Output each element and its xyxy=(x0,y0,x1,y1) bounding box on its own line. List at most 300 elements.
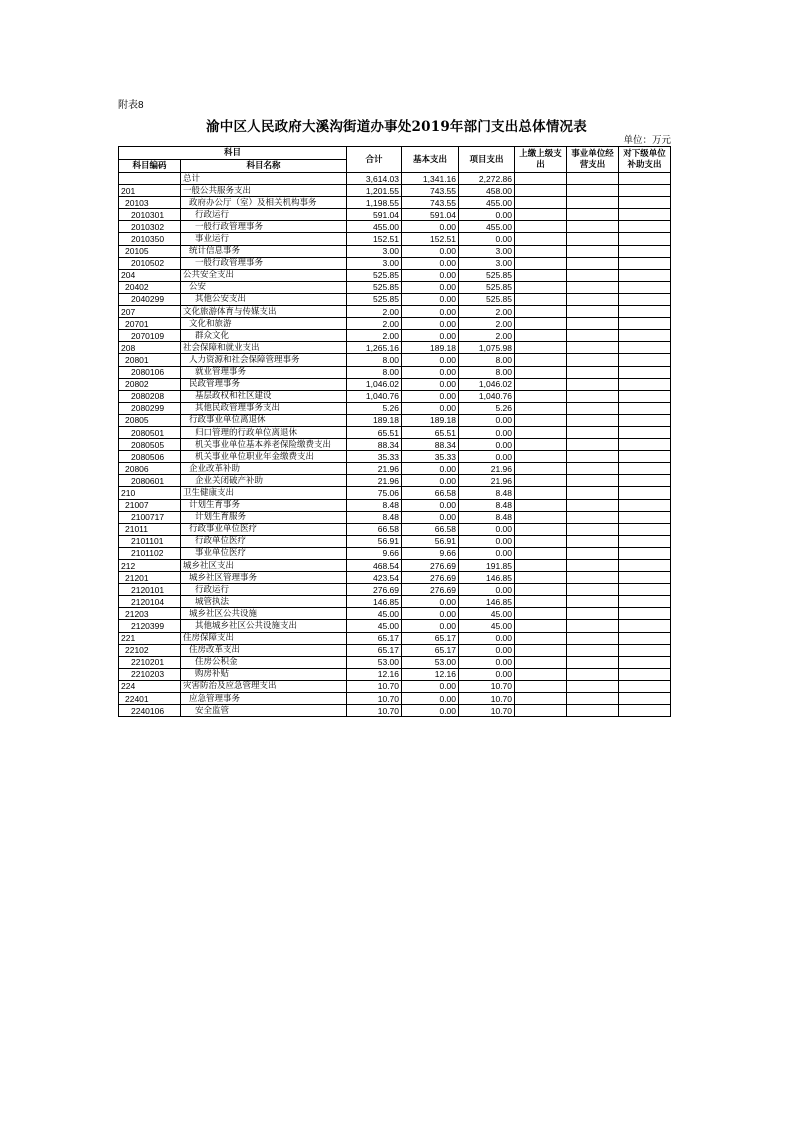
row-project: 525.85 xyxy=(459,293,515,305)
row-total: 12.16 xyxy=(347,668,402,680)
table-row xyxy=(119,197,671,209)
row-name: 总计 xyxy=(181,173,347,185)
row-code: 2080506 xyxy=(119,451,181,463)
row-basic: 189.18 xyxy=(402,342,459,354)
row-subsidy xyxy=(619,366,671,378)
table-row xyxy=(119,511,671,523)
row-code: 2010502 xyxy=(119,257,181,269)
row-code: 2240106 xyxy=(119,705,181,717)
row-upper-payment xyxy=(515,366,567,378)
table-row xyxy=(119,680,671,692)
row-name: 住房改革支出 xyxy=(181,644,347,656)
row-subsidy xyxy=(619,499,671,511)
header-total: 合计 xyxy=(347,147,402,173)
row-upper-payment xyxy=(515,644,567,656)
row-subsidy xyxy=(619,439,671,451)
row-name: 行政运行 xyxy=(181,584,347,596)
row-upper-payment xyxy=(515,233,567,245)
row-upper-payment xyxy=(515,475,567,487)
row-upper-payment xyxy=(515,705,567,717)
row-code: 2210203 xyxy=(119,668,181,680)
row-project: 0.00 xyxy=(459,233,515,245)
row-enterprise xyxy=(567,572,619,584)
row-enterprise xyxy=(567,330,619,342)
row-name: 机关事业单位基本养老保险缴费支出 xyxy=(181,439,347,451)
row-enterprise xyxy=(567,608,619,620)
row-upper-payment xyxy=(515,330,567,342)
row-basic: 35.33 xyxy=(402,451,459,463)
row-basic: 0.00 xyxy=(402,306,459,318)
row-enterprise xyxy=(567,354,619,366)
row-name: 灾害防治及应急管理支出 xyxy=(181,680,347,692)
row-name: 人力资源和社会保障管理事务 xyxy=(181,354,347,366)
row-name: 计划生育事务 xyxy=(181,499,347,511)
row-code: 2080299 xyxy=(119,402,181,414)
table-row xyxy=(119,451,671,463)
row-enterprise xyxy=(567,173,619,185)
row-code: 2210201 xyxy=(119,656,181,668)
row-upper-payment xyxy=(515,596,567,608)
row-basic: 0.00 xyxy=(402,463,459,475)
row-total: 65.17 xyxy=(347,632,402,644)
row-subsidy xyxy=(619,680,671,692)
row-basic: 0.00 xyxy=(402,281,459,293)
row-name: 行政事业单位离退休 xyxy=(181,414,347,426)
row-code: 22401 xyxy=(119,693,181,705)
table-row xyxy=(119,306,671,318)
row-upper-payment xyxy=(515,632,567,644)
row-total: 152.51 xyxy=(347,233,402,245)
table-row xyxy=(119,221,671,233)
header-row-1 xyxy=(119,147,671,160)
row-subsidy xyxy=(619,632,671,644)
row-name: 其他城乡社区公共设施支出 xyxy=(181,620,347,632)
row-project: 0.00 xyxy=(459,535,515,547)
row-code: 2120101 xyxy=(119,584,181,596)
table-row xyxy=(119,342,671,354)
row-code: 20402 xyxy=(119,281,181,293)
table-row xyxy=(119,560,671,572)
row-project: 2.00 xyxy=(459,306,515,318)
row-upper-payment xyxy=(515,487,567,499)
row-name: 应急管理事务 xyxy=(181,693,347,705)
row-basic: 152.51 xyxy=(402,233,459,245)
row-enterprise xyxy=(567,390,619,402)
table-row xyxy=(119,547,671,559)
row-project: 2,272.86 xyxy=(459,173,515,185)
table-row xyxy=(119,426,671,438)
row-basic: 0.00 xyxy=(402,620,459,632)
row-enterprise xyxy=(567,668,619,680)
table-row xyxy=(119,245,671,257)
row-name: 住房保障支出 xyxy=(181,632,347,644)
row-basic: 12.16 xyxy=(402,668,459,680)
row-upper-payment xyxy=(515,499,567,511)
table-row xyxy=(119,475,671,487)
table-row xyxy=(119,439,671,451)
row-enterprise xyxy=(567,632,619,644)
row-subsidy xyxy=(619,354,671,366)
row-name: 事业单位医疗 xyxy=(181,547,347,559)
row-enterprise xyxy=(567,693,619,705)
row-code: 2120104 xyxy=(119,596,181,608)
row-name: 卫生健康支出 xyxy=(181,487,347,499)
row-enterprise xyxy=(567,281,619,293)
table-row xyxy=(119,632,671,644)
row-code: 2010302 xyxy=(119,221,181,233)
row-enterprise xyxy=(567,535,619,547)
row-total: 189.18 xyxy=(347,414,402,426)
row-project: 2.00 xyxy=(459,330,515,342)
row-upper-payment xyxy=(515,693,567,705)
row-total: 525.85 xyxy=(347,281,402,293)
row-code: 22102 xyxy=(119,644,181,656)
row-total: 8.48 xyxy=(347,499,402,511)
row-basic: 591.04 xyxy=(402,209,459,221)
row-name: 社会保障和就业支出 xyxy=(181,342,347,354)
row-basic: 56.91 xyxy=(402,535,459,547)
row-subsidy xyxy=(619,221,671,233)
row-enterprise xyxy=(567,463,619,475)
row-name: 文化旅游体育与传媒支出 xyxy=(181,306,347,318)
row-upper-payment xyxy=(515,656,567,668)
row-project: 0.00 xyxy=(459,451,515,463)
row-enterprise xyxy=(567,318,619,330)
row-total: 2.00 xyxy=(347,318,402,330)
row-name: 基层政权和社区建设 xyxy=(181,390,347,402)
table-row xyxy=(119,318,671,330)
row-basic: 65.17 xyxy=(402,632,459,644)
row-project: 0.00 xyxy=(459,209,515,221)
row-upper-payment xyxy=(515,547,567,559)
row-subsidy xyxy=(619,475,671,487)
row-subsidy xyxy=(619,596,671,608)
row-total: 66.58 xyxy=(347,523,402,535)
row-enterprise xyxy=(567,233,619,245)
row-total: 2.00 xyxy=(347,306,402,318)
page-title: 渝中区人民政府大溪沟街道办事处2019年部门支出总体情况表 xyxy=(206,119,587,135)
row-name: 一般行政管理事务 xyxy=(181,257,347,269)
row-project: 8.48 xyxy=(459,511,515,523)
row-code: 20105 xyxy=(119,245,181,257)
row-enterprise xyxy=(567,475,619,487)
row-basic: 0.00 xyxy=(402,693,459,705)
table-row xyxy=(119,656,671,668)
row-total: 88.34 xyxy=(347,439,402,451)
row-basic: 0.00 xyxy=(402,257,459,269)
row-subsidy xyxy=(619,209,671,221)
row-enterprise xyxy=(567,269,619,281)
row-enterprise xyxy=(567,644,619,656)
row-upper-payment xyxy=(515,620,567,632)
row-basic: 0.00 xyxy=(402,330,459,342)
row-basic: 53.00 xyxy=(402,656,459,668)
table-row xyxy=(119,693,671,705)
row-total: 1,201.55 xyxy=(347,185,402,197)
row-code: 208 xyxy=(119,342,181,354)
row-enterprise xyxy=(567,523,619,535)
row-total: 5.26 xyxy=(347,402,402,414)
row-total: 65.17 xyxy=(347,644,402,656)
row-name: 文化和旅游 xyxy=(181,318,347,330)
row-code: 21201 xyxy=(119,572,181,584)
row-name: 其他民政管理事务支出 xyxy=(181,402,347,414)
row-name: 企业关闭破产补助 xyxy=(181,475,347,487)
row-total: 3.00 xyxy=(347,245,402,257)
row-basic: 65.51 xyxy=(402,426,459,438)
row-upper-payment xyxy=(515,463,567,475)
row-upper-payment xyxy=(515,281,567,293)
row-basic: 0.00 xyxy=(402,293,459,305)
row-upper-payment xyxy=(515,560,567,572)
row-code: 2080501 xyxy=(119,426,181,438)
row-name: 购房补贴 xyxy=(181,668,347,680)
row-upper-payment xyxy=(515,511,567,523)
row-name: 其他公安支出 xyxy=(181,293,347,305)
row-project: 525.85 xyxy=(459,281,515,293)
row-name: 群众文化 xyxy=(181,330,347,342)
row-enterprise xyxy=(567,293,619,305)
row-project: 45.00 xyxy=(459,620,515,632)
row-name: 政府办公厅（室）及相关机构事务 xyxy=(181,197,347,209)
row-subsidy xyxy=(619,572,671,584)
row-total: 1,046.02 xyxy=(347,378,402,390)
row-project: 455.00 xyxy=(459,197,515,209)
row-basic: 0.00 xyxy=(402,378,459,390)
row-total: 45.00 xyxy=(347,608,402,620)
row-enterprise xyxy=(567,620,619,632)
table-row xyxy=(119,644,671,656)
row-upper-payment xyxy=(515,426,567,438)
row-code: 2101102 xyxy=(119,547,181,559)
row-subsidy xyxy=(619,342,671,354)
row-project: 0.00 xyxy=(459,656,515,668)
row-enterprise xyxy=(567,499,619,511)
row-basic: 276.69 xyxy=(402,560,459,572)
row-upper-payment xyxy=(515,221,567,233)
row-code: 2101101 xyxy=(119,535,181,547)
row-code: 20801 xyxy=(119,354,181,366)
row-enterprise xyxy=(567,185,619,197)
row-basic: 0.00 xyxy=(402,269,459,281)
row-subsidy xyxy=(619,402,671,414)
table-row xyxy=(119,354,671,366)
row-subsidy xyxy=(619,523,671,535)
row-name: 一般公共服务支出 xyxy=(181,185,347,197)
row-project: 10.70 xyxy=(459,705,515,717)
row-code: 212 xyxy=(119,560,181,572)
row-upper-payment xyxy=(515,306,567,318)
row-code: 2080208 xyxy=(119,390,181,402)
row-name: 住房公积金 xyxy=(181,656,347,668)
row-basic: 66.58 xyxy=(402,487,459,499)
row-code: 2080505 xyxy=(119,439,181,451)
row-total: 1,198.55 xyxy=(347,197,402,209)
row-subsidy xyxy=(619,197,671,209)
row-enterprise xyxy=(567,378,619,390)
row-basic: 0.00 xyxy=(402,318,459,330)
row-basic: 0.00 xyxy=(402,596,459,608)
table-row xyxy=(119,269,671,281)
row-upper-payment xyxy=(515,378,567,390)
row-upper-payment xyxy=(515,439,567,451)
row-total: 423.54 xyxy=(347,572,402,584)
header-upper-payment: 上缴上级支出 xyxy=(515,147,567,173)
row-name: 就业管理事务 xyxy=(181,366,347,378)
row-upper-payment xyxy=(515,572,567,584)
row-subsidy xyxy=(619,608,671,620)
row-total: 21.96 xyxy=(347,475,402,487)
row-project: 458.00 xyxy=(459,185,515,197)
row-basic: 743.55 xyxy=(402,197,459,209)
row-subsidy xyxy=(619,318,671,330)
table-row xyxy=(119,281,671,293)
row-basic: 0.00 xyxy=(402,511,459,523)
row-basic: 66.58 xyxy=(402,523,459,535)
row-name: 民政管理事务 xyxy=(181,378,347,390)
row-basic: 276.69 xyxy=(402,572,459,584)
row-basic: 0.00 xyxy=(402,390,459,402)
row-total: 45.00 xyxy=(347,620,402,632)
row-total: 8.00 xyxy=(347,354,402,366)
row-project: 146.85 xyxy=(459,572,515,584)
row-enterprise xyxy=(567,451,619,463)
row-subsidy xyxy=(619,257,671,269)
row-basic: 0.00 xyxy=(402,221,459,233)
row-upper-payment xyxy=(515,402,567,414)
row-code: 20103 xyxy=(119,197,181,209)
row-code: 210 xyxy=(119,487,181,499)
row-subsidy xyxy=(619,306,671,318)
row-code: 2080601 xyxy=(119,475,181,487)
row-upper-payment xyxy=(515,209,567,221)
row-subsidy xyxy=(619,535,671,547)
row-subsidy xyxy=(619,451,671,463)
row-total: 65.51 xyxy=(347,426,402,438)
row-total: 3.00 xyxy=(347,257,402,269)
row-subsidy xyxy=(619,656,671,668)
row-upper-payment xyxy=(515,680,567,692)
row-total: 21.96 xyxy=(347,463,402,475)
row-basic: 9.66 xyxy=(402,547,459,559)
row-total: 455.00 xyxy=(347,221,402,233)
row-total: 2.00 xyxy=(347,330,402,342)
row-enterprise xyxy=(567,414,619,426)
row-enterprise xyxy=(567,257,619,269)
row-basic: 1,341.16 xyxy=(402,173,459,185)
row-project: 10.70 xyxy=(459,680,515,692)
row-project: 0.00 xyxy=(459,547,515,559)
row-project: 8.48 xyxy=(459,487,515,499)
row-total: 468.54 xyxy=(347,560,402,572)
row-upper-payment xyxy=(515,173,567,185)
row-project: 1,040.76 xyxy=(459,390,515,402)
row-subsidy xyxy=(619,693,671,705)
row-basic: 189.18 xyxy=(402,414,459,426)
row-upper-payment xyxy=(515,584,567,596)
row-project: 10.70 xyxy=(459,693,515,705)
row-name: 公安 xyxy=(181,281,347,293)
row-code: 20806 xyxy=(119,463,181,475)
row-basic: 0.00 xyxy=(402,705,459,717)
row-code: 2010350 xyxy=(119,233,181,245)
row-total: 56.91 xyxy=(347,535,402,547)
row-enterprise xyxy=(567,705,619,717)
row-subsidy xyxy=(619,705,671,717)
row-enterprise xyxy=(567,547,619,559)
table-row xyxy=(119,402,671,414)
row-upper-payment xyxy=(515,257,567,269)
row-code: 207 xyxy=(119,306,181,318)
row-subsidy xyxy=(619,620,671,632)
row-enterprise xyxy=(567,209,619,221)
row-name: 机关事业单位职业年金缴费支出 xyxy=(181,451,347,463)
row-total: 591.04 xyxy=(347,209,402,221)
row-enterprise xyxy=(567,680,619,692)
row-total: 10.70 xyxy=(347,680,402,692)
row-name: 行政运行 xyxy=(181,209,347,221)
row-basic: 0.00 xyxy=(402,499,459,511)
row-basic: 276.69 xyxy=(402,584,459,596)
table-row xyxy=(119,584,671,596)
row-project: 8.00 xyxy=(459,366,515,378)
row-total: 3,614.03 xyxy=(347,173,402,185)
row-code xyxy=(119,173,181,185)
row-upper-payment xyxy=(515,318,567,330)
row-code: 2100717 xyxy=(119,511,181,523)
header-subject-name: 科目名称 xyxy=(181,160,347,173)
row-basic: 0.00 xyxy=(402,366,459,378)
row-name: 统计信息事务 xyxy=(181,245,347,257)
row-name: 企业改革补助 xyxy=(181,463,347,475)
table-row xyxy=(119,414,671,426)
table-row xyxy=(119,463,671,475)
row-subsidy xyxy=(619,378,671,390)
row-total: 8.00 xyxy=(347,366,402,378)
row-enterprise xyxy=(567,197,619,209)
row-basic: 0.00 xyxy=(402,680,459,692)
row-basic: 65.17 xyxy=(402,644,459,656)
row-enterprise xyxy=(567,426,619,438)
header-enterprise: 事业单位经营支出 xyxy=(567,147,619,173)
row-project: 0.00 xyxy=(459,584,515,596)
row-total: 146.85 xyxy=(347,596,402,608)
table-row xyxy=(119,572,671,584)
row-code: 20701 xyxy=(119,318,181,330)
header-project: 项目支出 xyxy=(459,147,515,173)
row-upper-payment xyxy=(515,390,567,402)
table-row xyxy=(119,608,671,620)
row-total: 10.70 xyxy=(347,693,402,705)
row-project: 1,075.98 xyxy=(459,342,515,354)
row-enterprise xyxy=(567,245,619,257)
row-project: 5.26 xyxy=(459,402,515,414)
table-row xyxy=(119,233,671,245)
row-project: 191.85 xyxy=(459,560,515,572)
row-code: 2040299 xyxy=(119,293,181,305)
row-upper-payment xyxy=(515,197,567,209)
row-enterprise xyxy=(567,342,619,354)
row-code: 2080106 xyxy=(119,366,181,378)
row-basic: 0.00 xyxy=(402,402,459,414)
row-code: 2010301 xyxy=(119,209,181,221)
row-code: 2120399 xyxy=(119,620,181,632)
row-name: 城管执法 xyxy=(181,596,347,608)
row-name: 行政单位医疗 xyxy=(181,535,347,547)
expenditure-table xyxy=(118,146,671,717)
row-total: 53.00 xyxy=(347,656,402,668)
row-code: 20805 xyxy=(119,414,181,426)
